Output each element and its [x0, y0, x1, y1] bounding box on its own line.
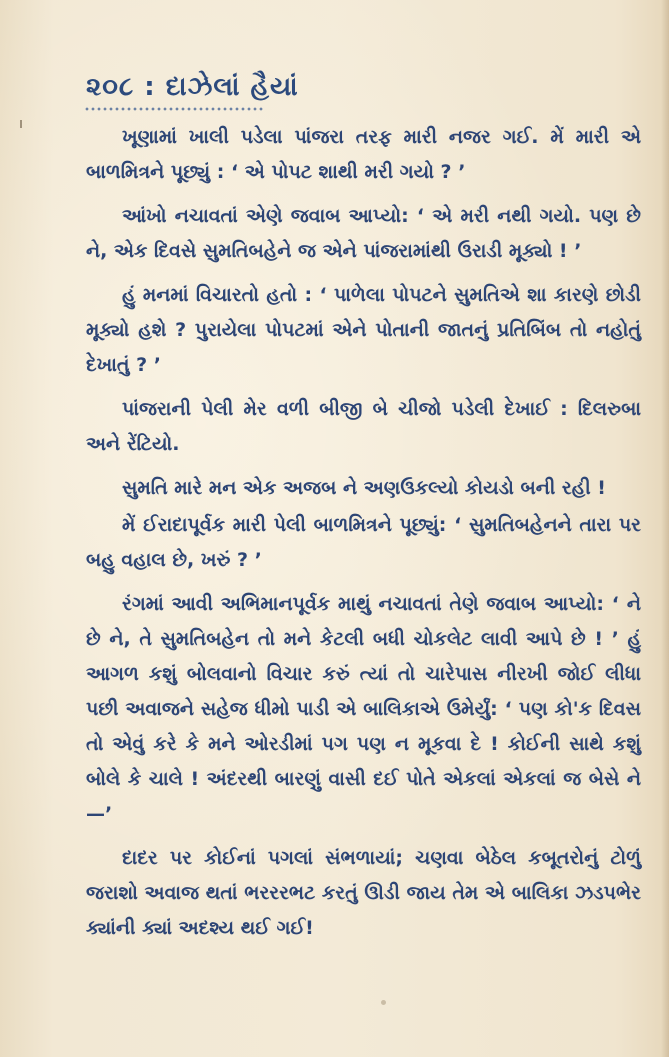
page-edge-shadow [661, 0, 669, 1057]
dotted-underline [84, 106, 264, 112]
paragraph: સુમતિ મારે મન એક અજબ ને અણઉકલ્યો કોયડો બની રહી ! [122, 477, 606, 499]
paragraph: દાદર પર કોઈનાં પગલાં સંભળાયાં; ચણવા બેઠેલ કબૂતરોનું ટોળું જરાશો અવાજ થતાં ભરરરભટ કરતું ઊડી જાય તેમ એ બાલિકા ઝડપભેર ક્યાંની ક્યાં અદશ્ય થઈ ગઈ! [86, 847, 641, 939]
paragraph: આંખો નચાવતાં એણે જવાબ આપ્યો: ‘ એ મરી નથી ગયો. પણ છે ને, એક દિવસે સુમતિબહેને જ એને પાંજરામાંથી ઉરાડી મૂક્યો ! ’ [86, 205, 641, 262]
paragraph: પાંજરાની પેલી મેર વળી બીજી બે ચીજો પડેલી દેખાઈ : દિલરુબા અને રેંટિયો. [86, 398, 641, 455]
running-head: ૨૦૮ : દાઝેલાં હૈયાં [86, 72, 299, 102]
body-text [86, 120, 641, 955]
paragraph: હું મનમાં વિચારતો હતો : ‘ પાળેલા પોપટને સુમતિએ શા કારણે છોડી મૂક્યો હશે ? પુરાયેલા પોપટમાં એને પોતાની જાતનું પ્રતિબિંબ તો નહોતું દેખાતું ? ’ [86, 284, 641, 376]
paragraph: મેં ઈરાદાપૂર્વક મારી પેલી બાળમિત્રને પૂછ્યું: ‘ સુમતિબહેનને તારા પર બહુ વહાલ છે, ખરું ? ’ [86, 514, 641, 571]
paper-mark [381, 1000, 386, 1005]
paragraph: રંગમાં આવી અભિમાનપૂર્વક માથું નચાવતાં તેણે જવાબ આપ્યો: ‘ ને છે ને, તે સુમતિબહેન તો મને કેટલી બધી ચોકલેટ લાવી આપે છે ! ’ હું આગળ કશું બોલવાનો વિચાર કરું ત્યાં તો ચારેપાસ નીરખી જોઈ લીધા પછી અવાજને સહેજ ધીમો પાડી એ બાલિકાએ ઉમેર્યું: ‘ પણ કો'ક દિવસ તો એવું કરે કે મને ઓરડીમાં પગ પણ ન મૂકવા દે ! કોઈની સાથે કશું બોલે કે ચાલે ! અંદરથી બારણું વાસી દઈ પોતે એકલાં એકલાં જ બેસે ને—’ [86, 593, 641, 825]
paragraph: ખૂણામાં ખાલી પડેલા પાંજરા તરફ મારી નજર ગઈ. મેં મારી એ બાળમિત્રને પૂછ્યું : ‘ એ પોપટ શાથી મરી ગયો ? ’ [86, 126, 641, 183]
paper-speck [20, 120, 22, 128]
